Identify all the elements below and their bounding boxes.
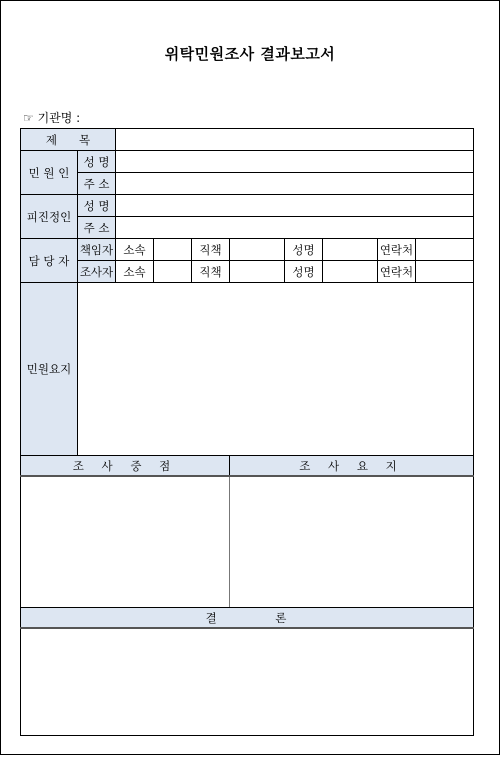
- row-complainant-name: [21, 151, 474, 173]
- report-form-table: [20, 128, 474, 736]
- respondent-name-label: 성 명: [78, 195, 116, 217]
- complainant-address-field[interactable]: [116, 173, 474, 195]
- row-respondent-name: [21, 195, 474, 217]
- subject-label: 제 목: [21, 129, 116, 151]
- complainant-label: 민 원 인: [21, 151, 78, 195]
- respondent-name-field[interactable]: [116, 195, 474, 217]
- gist-field[interactable]: [230, 476, 474, 608]
- row-chief: [21, 239, 474, 261]
- respondent-address-field[interactable]: [116, 217, 474, 239]
- investigator-affiliation-label: 소속: [116, 261, 154, 283]
- investigator-name-field[interactable]: [323, 261, 378, 283]
- summary-field[interactable]: [78, 283, 474, 456]
- chief-affiliation-label: 소속: [116, 239, 154, 261]
- focus-field[interactable]: [21, 476, 230, 608]
- row-conclusion-header: [21, 608, 474, 629]
- conclusion-field[interactable]: [21, 628, 474, 736]
- focus-header: 조 사 중 점: [21, 456, 230, 477]
- subject-field[interactable]: [116, 129, 474, 151]
- conclusion-header: 결 론: [21, 608, 474, 629]
- investigator-position-label: 직책: [192, 261, 230, 283]
- investigator-name-label: 성명: [285, 261, 323, 283]
- complainant-name-label: 성 명: [78, 151, 116, 173]
- chief-name-field[interactable]: [323, 239, 378, 261]
- row-section-boxes: [21, 476, 474, 608]
- chief-position-label: 직책: [192, 239, 230, 261]
- complainant-name-field[interactable]: [116, 151, 474, 173]
- row-conclusion: [21, 628, 474, 736]
- row-respondent-address: [21, 217, 474, 239]
- row-complainant-address: [21, 173, 474, 195]
- gist-header: 조 사 요 지: [230, 456, 474, 477]
- summary-label: 민원요지: [21, 283, 78, 456]
- row-subject: [21, 129, 474, 151]
- investigator-contact-label: 연락처: [378, 261, 416, 283]
- investigator-label: 조사자: [78, 261, 116, 283]
- row-investigator: [21, 261, 474, 283]
- chief-name-label: 성명: [285, 239, 323, 261]
- org-label-text: ☞ 기관명 :: [23, 111, 81, 125]
- investigator-contact-field[interactable]: [416, 261, 474, 283]
- chief-contact-field[interactable]: [416, 239, 474, 261]
- investigator-position-field[interactable]: [230, 261, 285, 283]
- org-name-label: [23, 109, 80, 126]
- report-title: 위탁민원조사 결과보고서: [164, 45, 336, 63]
- chief-label: 책임자: [78, 239, 116, 261]
- staff-label: 담 당 자: [21, 239, 78, 283]
- investigator-affiliation-field[interactable]: [154, 261, 192, 283]
- respondent-label: 피진정인: [21, 195, 78, 239]
- respondent-address-label: 주 소: [78, 217, 116, 239]
- chief-affiliation-field[interactable]: [154, 239, 192, 261]
- row-section-headers: [21, 456, 474, 477]
- row-summary: [21, 283, 474, 456]
- chief-contact-label: 연락처: [378, 239, 416, 261]
- complainant-address-label: 주 소: [78, 173, 116, 195]
- chief-position-field[interactable]: [230, 239, 285, 261]
